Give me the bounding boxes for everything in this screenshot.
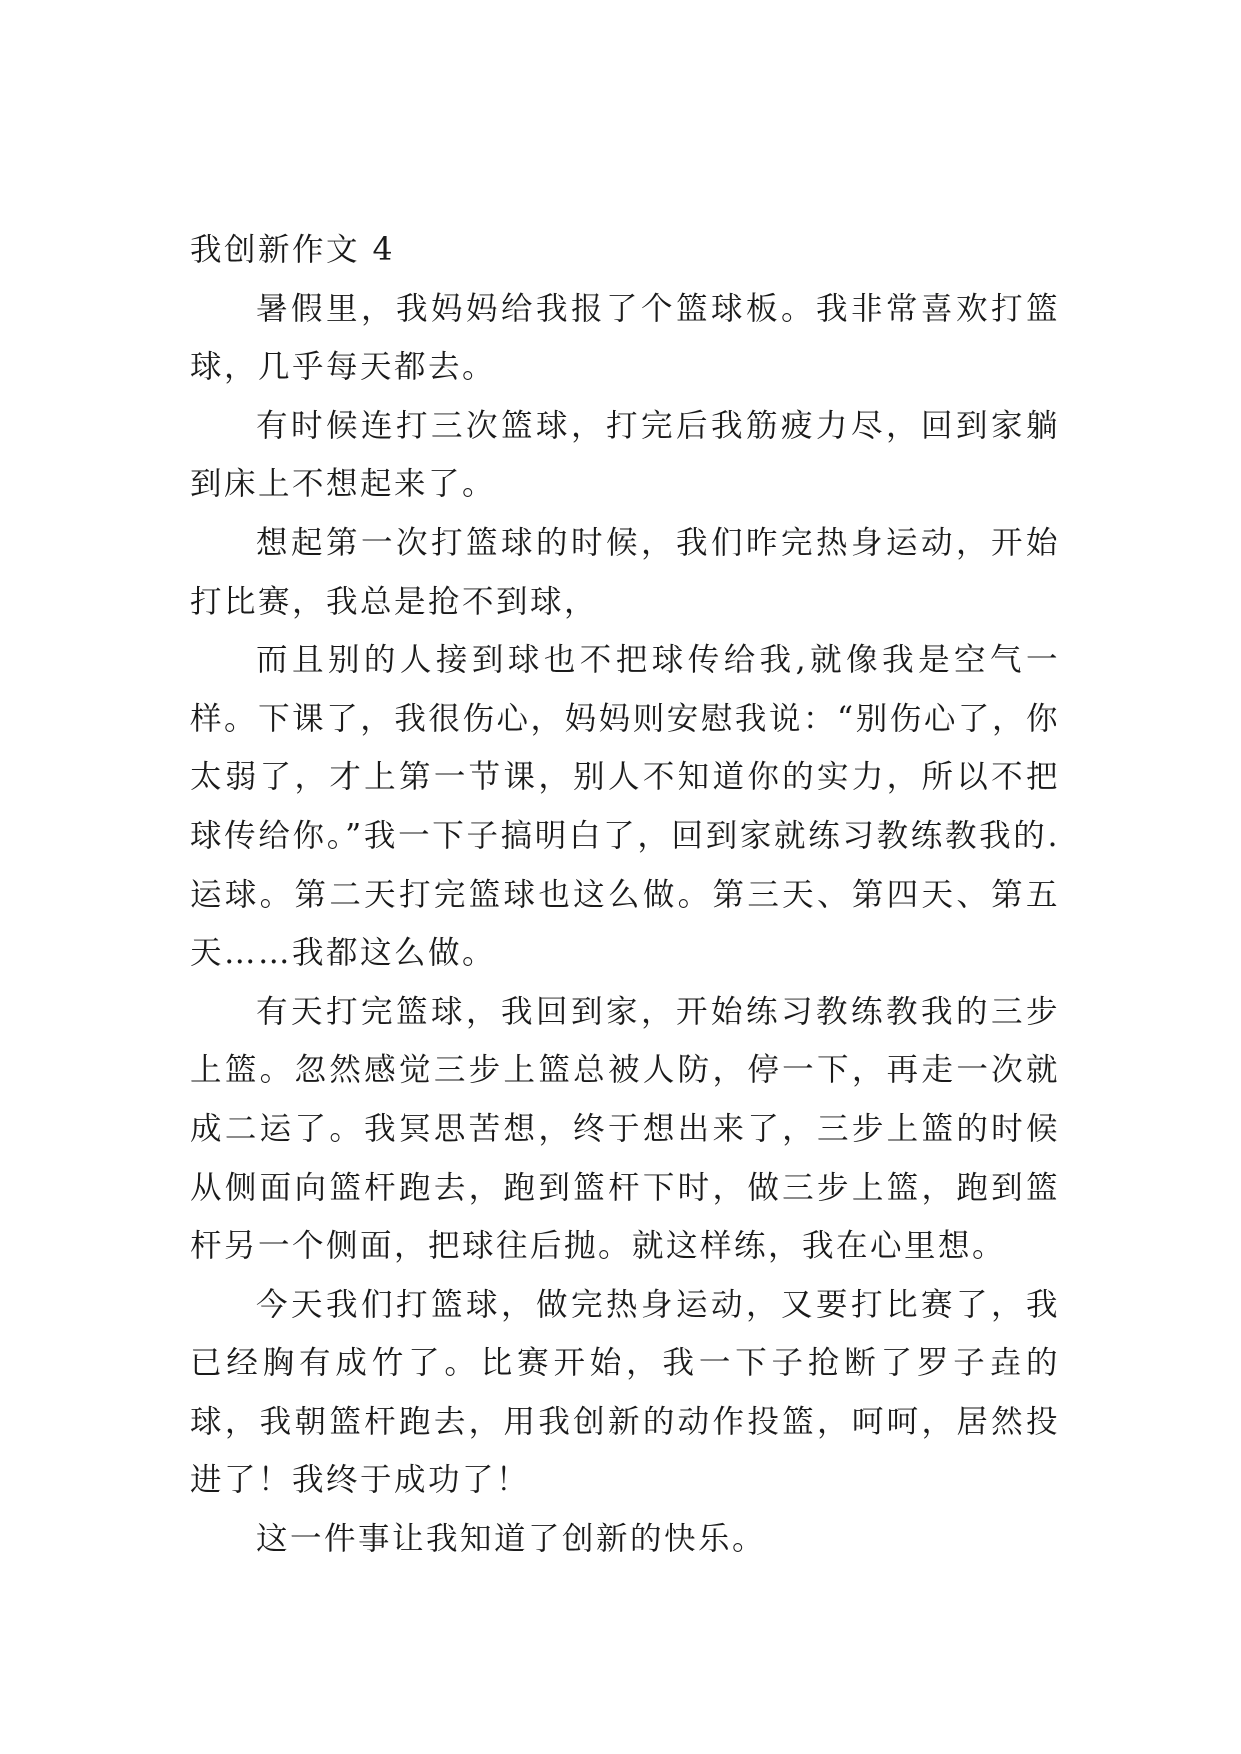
paragraph: 今天我们打篮球，做完热身运动，又要打比赛了，我已经胸有成竹了。比赛开始，我一下子抢断了罗子垚的球，我朝篮杆跑去，用我创新的动作投篮，呵呵，居然投进了！我终于成功了！	[190, 1286, 1060, 1499]
document-body	[190, 221, 1060, 1569]
paragraph: 而且别的人接到球也不把球传给我,就像我是空气一样。下课了，我很伤心，妈妈则安慰我说：“别伤心了，你太弱了，才上第一节课，别人不知道你的实力，所以不把球传给你。”我一下子搞明白了，回到家就练习教练教我的.运球。第二天打完篮球也这么做。第三天、第四天、第五天……我都这么做。	[190, 642, 1060, 972]
paragraph: 想起第一次打篮球的时候，我们昨完热身运动，开始打比赛，我总是抢不到球，	[190, 524, 1060, 620]
paragraph: 这一件事让我知道了创新的快乐。	[256, 1521, 767, 1558]
paragraph: 暑假里，我妈妈给我报了个篮球板。我非常喜欢打篮球，几乎每天都去。	[190, 290, 1060, 386]
paragraph: 有天打完篮球，我回到家，开始练习教练教我的三步上篮。忽然感觉三步上篮总被人防，停一下，再走一次就成二运了。我冥思苦想，终于想出来了，三步上篮的时候从侧面向篮杆跑去，跑到篮杆下时，做三步上篮，跑到篮杆另一个侧面，把球往后抛。就这样练，我在心里想。	[190, 993, 1060, 1265]
paragraph: 有时候连打三次篮球，打完后我筋疲力尽，回到家躺到床上不想起来了。	[190, 407, 1060, 503]
document-title: 我创新作文 4	[190, 232, 396, 268]
